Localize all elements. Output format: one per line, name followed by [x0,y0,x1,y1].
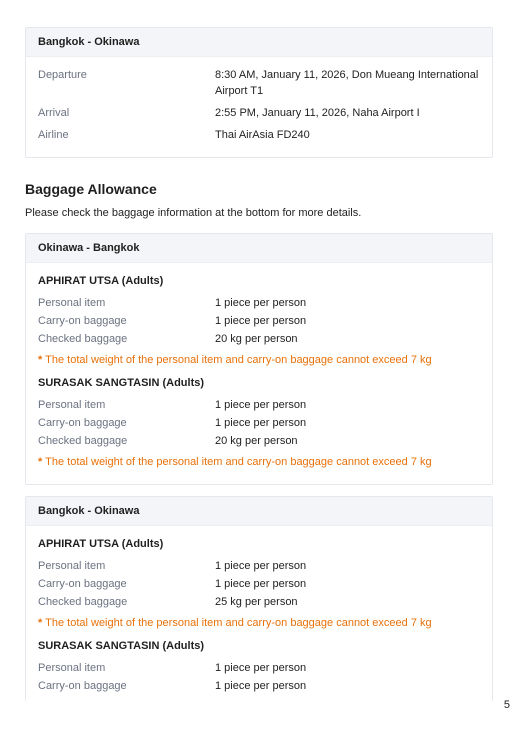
passenger-name: APHIRAT UTSA (Adults) [38,275,164,287]
arrival-value: 2:55 PM, January 11, 2026, Naha Airport I [215,107,420,119]
baggage-card [25,496,493,701]
baggage-row [38,557,480,575]
baggage-section-subtitle: Please check the baggage information at the bottom for more details. [25,207,362,219]
baggage-card [25,233,493,485]
arrival-label: Arrival [38,107,70,119]
baggage-value: 25 kg per person [215,596,298,608]
airline-value: Thai AirAsia FD240 [215,129,310,141]
passenger-name: SURASAK SANGTASIN (Adults) [38,640,205,652]
baggage-row [38,330,480,348]
baggage-row [38,593,480,611]
baggage-value: 20 kg per person [215,435,298,447]
departure-row [38,67,480,99]
flight-route-header: Bangkok - Okinawa [26,28,492,57]
baggage-row [38,294,480,312]
baggage-section-title: Baggage Allowance [25,181,157,197]
note-text: The total weight of the personal item and carry-on baggage cannot exceed 7 kg [45,456,432,468]
baggage-label: Checked baggage [38,333,128,345]
airline-row [38,127,480,143]
passenger-name: APHIRAT UTSA (Adults) [38,538,164,550]
baggage-label: Personal item [38,297,106,309]
baggage-label: Checked baggage [38,435,128,447]
departure-label: Departure [38,69,87,81]
baggage-label: Personal item [38,662,106,674]
baggage-value: 20 kg per person [215,333,298,345]
baggage-value: 1 piece per person [215,560,307,572]
note-asterisk: * [38,456,43,468]
note-asterisk: * [38,617,43,629]
baggage-row [38,575,480,593]
baggage-value: 1 piece per person [215,399,307,411]
baggage-row [38,396,480,414]
baggage-row [38,677,480,695]
baggage-row [38,312,480,330]
baggage-label: Carry-on baggage [38,417,127,429]
flight-details [26,57,492,155]
note-text: The total weight of the personal item and carry-on baggage cannot exceed 7 kg [45,617,432,629]
departure-value: 8:30 AM, January 11, 2026, Don Mueang International Airport T1 [215,69,479,97]
baggage-value: 1 piece per person [215,417,307,429]
note-asterisk: * [38,354,43,366]
baggage-label: Carry-on baggage [38,578,127,590]
baggage-label: Carry-on baggage [38,680,127,692]
baggage-value: 1 piece per person [215,578,307,590]
page-number: 5 [503,699,510,711]
baggage-body [26,263,492,469]
note-text: The total weight of the personal item and carry-on baggage cannot exceed 7 kg [45,354,432,366]
baggage-label: Carry-on baggage [38,315,127,327]
flight-card [25,27,493,158]
arrival-row [38,105,480,121]
baggage-route-header: Bangkok - Okinawa [26,497,492,526]
baggage-route-header: Okinawa - Bangkok [26,234,492,263]
baggage-row [38,414,480,432]
baggage-row [38,432,480,450]
baggage-value: 1 piece per person [215,680,307,692]
airline-label: Airline [38,129,69,141]
passenger-name: SURASAK SANGTASIN (Adults) [38,377,205,389]
baggage-label: Personal item [38,560,106,572]
baggage-label: Checked baggage [38,596,128,608]
baggage-label: Personal item [38,399,106,411]
baggage-body [26,526,492,695]
baggage-value: 1 piece per person [215,315,307,327]
weight-note [38,616,480,630]
baggage-row [38,659,480,677]
baggage-value: 1 piece per person [215,297,307,309]
weight-note [38,455,480,469]
weight-note [38,353,480,367]
baggage-value: 1 piece per person [215,662,307,674]
